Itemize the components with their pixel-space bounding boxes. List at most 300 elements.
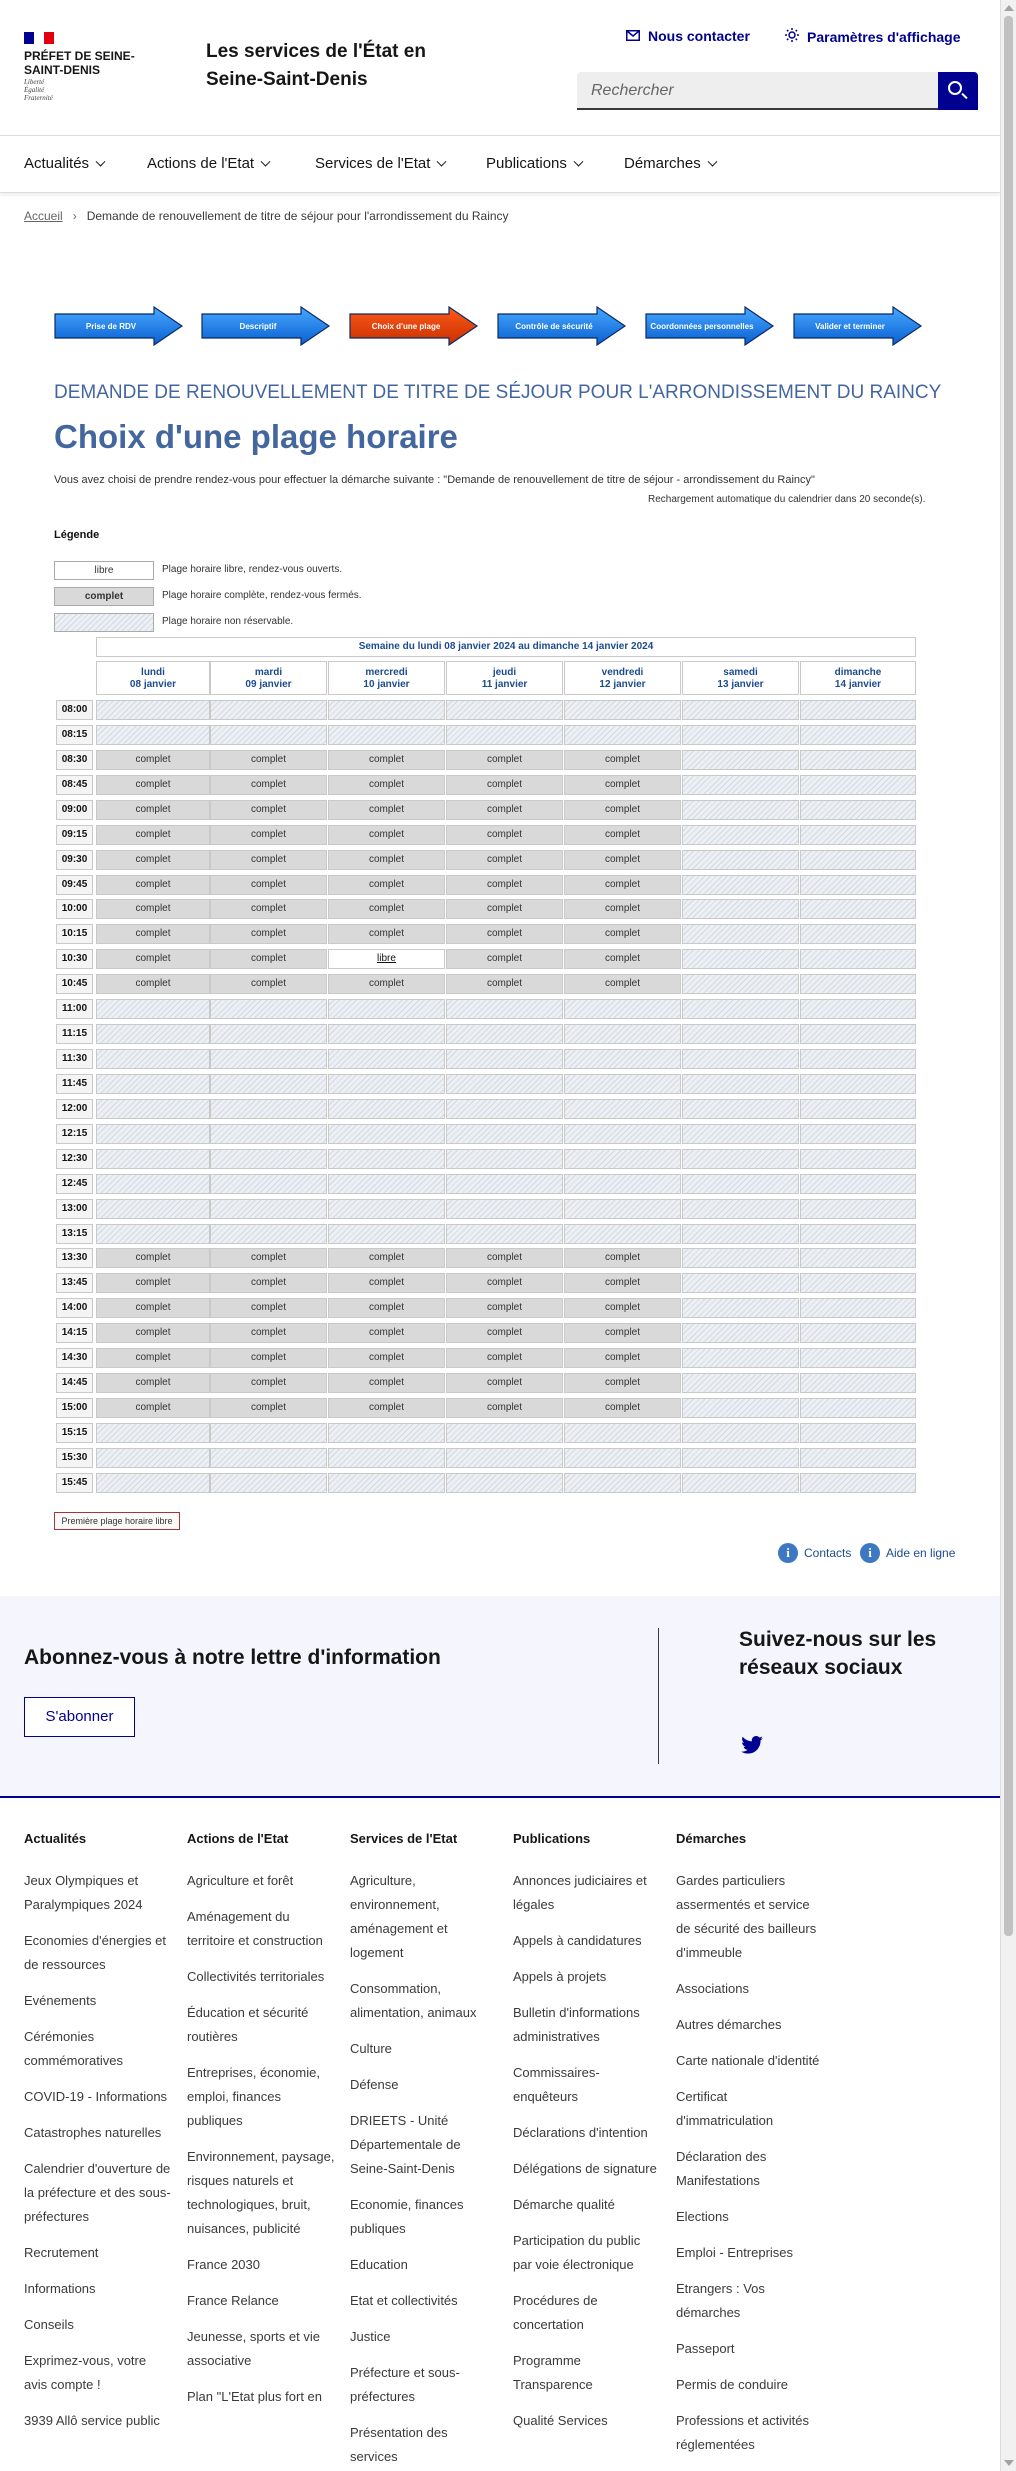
slot-complet: complet: [210, 899, 327, 919]
slot-non-reservable: [446, 1224, 563, 1244]
scroll-up-icon[interactable]: [1004, 5, 1014, 11]
nav-item-actions[interactable]: [147, 155, 269, 172]
footer-link[interactable]: Emploi - Entreprises: [676, 2245, 794, 2260]
chevron-down-icon: [96, 157, 106, 167]
footer-link[interactable]: Gardes particuliers assermentés et service de sécurité des bailleurs d'immeuble: [676, 1873, 817, 1960]
footer-link[interactable]: Conseils: [24, 2317, 74, 2332]
slot-non-reservable: [328, 1099, 445, 1119]
day-name: samedi: [723, 667, 758, 678]
contacts-label: Contacts: [804, 1546, 852, 1560]
day-date: 08 janvier: [129, 679, 177, 690]
slot-non-reservable: [682, 800, 799, 820]
day-name: mardi: [254, 667, 283, 678]
devise-line: Fraternité: [24, 94, 53, 102]
slot-non-reservable: [96, 1099, 210, 1119]
slot-non-reservable: [800, 924, 916, 944]
time-label: 10:45: [56, 974, 93, 994]
slot-non-reservable: [800, 1323, 916, 1343]
footer-link[interactable]: Jeux Olympiques et Paralympiques 2024: [24, 1873, 143, 1912]
slot-complet: complet: [96, 1298, 210, 1318]
vertical-scrollbar[interactable]: [1000, 0, 1016, 2471]
slot-complet: complet: [328, 875, 445, 895]
slot-non-reservable: [682, 1149, 799, 1169]
slot-complet: complet: [328, 1398, 445, 1418]
footer-link[interactable]: Informations: [24, 2281, 96, 2296]
slot-non-reservable: [564, 1423, 681, 1443]
slot-non-reservable: [210, 1224, 327, 1244]
time-label: 12:00: [56, 1099, 93, 1119]
footer-link[interactable]: Certificat d'immatriculation: [676, 2089, 774, 2128]
breadcrumb-current: Demande de renouvellement de titre de séjour pour l'arrondissement du Raincy: [86, 209, 509, 223]
slot-non-reservable: [446, 1448, 563, 1468]
footer-link[interactable]: Associations: [676, 1981, 749, 1996]
slot-non-reservable: [564, 1199, 681, 1219]
slot-complet: complet: [446, 1323, 563, 1343]
footer-link[interactable]: Entreprises, économie, emploi, finances publiques: [187, 2065, 320, 2128]
slot-non-reservable: [800, 1149, 916, 1169]
slot-complet: complet: [210, 1348, 327, 1368]
slot-complet: complet: [446, 974, 563, 994]
time-label: 08:30: [56, 750, 93, 770]
time-label: 13:30: [56, 1248, 93, 1268]
footer-link[interactable]: Commissaires-enquêteurs: [513, 2065, 600, 2104]
slot-non-reservable: [210, 1074, 327, 1094]
slot-non-reservable: [682, 1124, 799, 1144]
footer-link[interactable]: Permis de conduire: [676, 2377, 788, 2392]
legend-text: Plage horaire complète, rendez-vous fermés.: [162, 590, 362, 601]
scrollbar-thumb[interactable]: [1004, 16, 1013, 1936]
footer-link[interactable]: Carte nationale d'identité: [676, 2053, 820, 2068]
time-label: 11:45: [56, 1074, 93, 1094]
slot-complet: complet: [564, 1298, 681, 1318]
slot-non-reservable: [800, 1199, 916, 1219]
chevron-right-icon: ›: [72, 209, 77, 223]
footer-link[interactable]: Qualité Services: [513, 2413, 608, 2428]
footer-link[interactable]: 3939 Allô service public: [24, 2413, 160, 2428]
slot-non-reservable: [328, 1074, 445, 1094]
slot-non-reservable: [564, 1473, 681, 1493]
slot-non-reservable: [210, 1049, 327, 1069]
day-name: lundi: [141, 667, 165, 678]
footer-link[interactable]: France Relance: [187, 2293, 279, 2308]
slot-complet: complet: [96, 850, 210, 870]
slot-complet: complet: [564, 825, 681, 845]
time-label: 14:00: [56, 1298, 93, 1318]
slot-complet: complet: [210, 1323, 327, 1343]
footer-link[interactable]: Catastrophes naturelles: [24, 2125, 162, 2140]
chevron-down-icon: [573, 157, 583, 167]
footer-link[interactable]: Cérémonies commémoratives: [24, 2029, 123, 2068]
devise-line: Liberté: [24, 78, 45, 86]
slot-non-reservable: [328, 700, 445, 720]
slot-non-reservable: [96, 1423, 210, 1443]
footer-column: [513, 1827, 661, 2445]
nav-label: Actions de l'Etat: [147, 155, 255, 172]
day-date: 12 janvier: [599, 679, 646, 690]
slot-non-reservable: [800, 974, 916, 994]
contact-link[interactable]: [626, 28, 750, 44]
footer-link[interactable]: Etrangers : Vos démarches: [676, 2281, 765, 2320]
slot-complet: complet: [96, 875, 210, 895]
day-header: [328, 661, 445, 695]
day-date: 14 janvier: [834, 679, 882, 690]
footer-link[interactable]: Déclaration des Manifestations: [676, 2149, 767, 2188]
footer-column: [676, 1827, 824, 2469]
step-label: Choix d'une plage: [371, 321, 441, 331]
slot-non-reservable: [800, 1124, 916, 1144]
footer-link[interactable]: Elections: [676, 2209, 729, 2224]
time-label: 08:45: [56, 775, 93, 795]
slot-non-reservable: [96, 1124, 210, 1144]
footer-link[interactable]: Passeport: [676, 2341, 735, 2356]
slot-complet: complet: [446, 825, 563, 845]
slot-non-reservable: [96, 999, 210, 1019]
slot-non-reservable: [800, 1398, 916, 1418]
slot-complet: complet: [328, 750, 445, 770]
time-label: 10:15: [56, 924, 93, 944]
footer-link[interactable]: Agriculture et forêt: [187, 1873, 294, 1888]
slot-non-reservable: [800, 1373, 916, 1393]
marianne-flag-icon: [24, 32, 54, 44]
slot-complet: complet: [564, 974, 681, 994]
time-label: 13:15: [56, 1224, 93, 1244]
slot-non-reservable: [96, 1024, 210, 1044]
footer-column: [24, 1827, 172, 2445]
slot-non-reservable: [800, 750, 916, 770]
slot-complet: complet: [96, 1273, 210, 1293]
footer-link[interactable]: Environnement, paysage, risques naturels et technologiques, bruit, nuisances, publicité: [187, 2149, 335, 2236]
time-label: 14:30: [56, 1348, 93, 1368]
time-label: 15:45: [56, 1473, 93, 1493]
footer-link[interactable]: Education: [350, 2257, 408, 2272]
slot-complet: complet: [210, 1298, 327, 1318]
slot-non-reservable: [800, 1273, 916, 1293]
scroll-down-icon[interactable]: [1004, 2460, 1014, 2466]
step-label: Prise de RDV: [85, 321, 137, 331]
slot-non-reservable: [96, 1473, 210, 1493]
slot-complet: complet: [564, 750, 681, 770]
slot-libre[interactable]: libre: [328, 949, 445, 969]
slot-non-reservable: [328, 1423, 445, 1443]
footer-link[interactable]: Autres démarches: [676, 2017, 782, 2032]
footer-link[interactable]: Aménagement du territoire et construction: [187, 1909, 323, 1948]
slot-complet: complet: [564, 899, 681, 919]
nav-item-actualites[interactable]: [24, 155, 104, 172]
nav-label: Services de l'Etat: [315, 155, 431, 172]
display-settings-button[interactable]: [785, 28, 961, 45]
footer-link[interactable]: Exprimez-vous, votre avis compte !: [24, 2353, 147, 2392]
online-help-link[interactable]: [860, 1543, 955, 1563]
footer-link[interactable]: Démarche qualité: [513, 2197, 615, 2212]
slot-complet: complet: [328, 924, 445, 944]
slot-non-reservable: [564, 1149, 681, 1169]
slot-complet: complet: [328, 1298, 445, 1318]
prefet-label[interactable]: PRÉFET DE SEINE-SAINT-DENIS: [24, 49, 135, 77]
slot-non-reservable: [800, 800, 916, 820]
contacts-link[interactable]: [778, 1543, 851, 1563]
slot-complet: complet: [96, 1373, 210, 1393]
time-label: 11:00: [56, 999, 93, 1019]
slot-non-reservable: [682, 1323, 799, 1343]
slot-non-reservable: [800, 1174, 916, 1194]
info-icon: i: [860, 1543, 880, 1563]
slot-non-reservable: [446, 1049, 563, 1069]
first-free-slot-button[interactable]: Première plage horaire libre: [54, 1512, 180, 1530]
day-name: vendredi: [601, 667, 644, 678]
legend-box: libre: [54, 561, 154, 580]
time-label: 13:45: [56, 1273, 93, 1293]
page-title: Choix d'une plage horaire: [54, 418, 458, 455]
footer-link[interactable]: Collectivités territoriales: [187, 1969, 325, 1984]
nav-item-services[interactable]: [315, 155, 445, 172]
slot-non-reservable: [682, 1423, 799, 1443]
nav-label: Actualités: [24, 155, 90, 172]
slot-non-reservable: [210, 1149, 327, 1169]
time-label: 10:00: [56, 899, 93, 919]
time-label: 08:15: [56, 725, 93, 745]
slot-non-reservable: [682, 700, 799, 720]
slot-non-reservable: [800, 1298, 916, 1318]
footer-link[interactable]: Culture: [350, 2041, 392, 2056]
footer-link[interactable]: DRIEETS - Unité Départementale de Seine-Saint-Denis: [350, 2113, 461, 2176]
footer-link[interactable]: Participation du public par voie électronique: [513, 2233, 641, 2272]
footer-column-title: Actions de l'Etat: [187, 1831, 289, 1846]
slot-non-reservable: [564, 1224, 681, 1244]
slot-complet: complet: [210, 800, 327, 820]
footer-link[interactable]: Calendrier d'ouverture de la préfecture et des sous-préfectures: [24, 2161, 171, 2224]
step-label: Descriptif: [239, 321, 277, 331]
footer-link[interactable]: Préfecture et sous-préfectures: [350, 2365, 460, 2404]
twitter-icon[interactable]: [741, 1736, 763, 1754]
footer-link[interactable]: Appels à candidatures: [513, 1933, 642, 1948]
slot-non-reservable: [564, 1099, 681, 1119]
slot-complet: complet: [446, 750, 563, 770]
day-date: 10 janvier: [363, 679, 410, 690]
time-label: 09:00: [56, 800, 93, 820]
slot-complet: complet: [564, 1348, 681, 1368]
footer-column-title: Services de l'Etat: [350, 1831, 458, 1846]
slot-non-reservable: [328, 1149, 445, 1169]
time-label: 14:45: [56, 1373, 93, 1393]
footer-link[interactable]: Evénements: [24, 1993, 97, 2008]
slot-complet: complet: [96, 775, 210, 795]
slot-complet: complet: [564, 949, 681, 969]
slot-non-reservable: [682, 974, 799, 994]
slot-complet: complet: [210, 974, 327, 994]
search-placeholder: Rechercher: [591, 82, 674, 99]
slot-non-reservable: [210, 1448, 327, 1468]
slot-non-reservable: [682, 1298, 799, 1318]
demarche-title: DEMANDE DE RENOUVELLEMENT DE TITRE DE SÉJOUR POUR L'ARRONDISSEMENT DU RAINCY: [54, 382, 942, 403]
site-title[interactable]: Les services de l'État en Seine-Saint-Denis: [206, 41, 426, 90]
slot-complet: complet: [564, 775, 681, 795]
day-header: [564, 661, 681, 695]
slot-complet: complet: [328, 775, 445, 795]
slot-complet: complet: [564, 1273, 681, 1293]
footer-link[interactable]: Défense: [350, 2077, 399, 2092]
slot-complet: complet: [564, 1373, 681, 1393]
reload-countdown: Rechargement automatique du calendrier dans 20 seconde(s).: [648, 494, 926, 505]
slot-complet: complet: [446, 1373, 563, 1393]
slot-non-reservable: [446, 700, 563, 720]
slot-non-reservable: [446, 1024, 563, 1044]
slot-non-reservable: [446, 1149, 563, 1169]
footer-link[interactable]: Agriculture, environnement, aménagement et logement: [350, 1873, 448, 1960]
divider: [658, 1628, 659, 1764]
footer-link[interactable]: Justice: [350, 2329, 391, 2344]
footer-link[interactable]: France 2030: [187, 2257, 260, 2272]
day-name: jeudi: [492, 667, 517, 678]
slot-non-reservable: [682, 949, 799, 969]
slot-complet: complet: [564, 1323, 681, 1343]
slot-complet: complet: [210, 1273, 327, 1293]
mail-icon: [626, 28, 640, 44]
day-date: 09 janvier: [245, 679, 292, 690]
step-label: Contrôle de sécurité: [515, 321, 593, 331]
slot-non-reservable: [210, 1099, 327, 1119]
footer-column-title: Démarches: [676, 1831, 747, 1846]
slot-non-reservable: [564, 1448, 681, 1468]
footer-link[interactable]: Economie, finances publiques: [350, 2197, 464, 2236]
slot-non-reservable: [446, 1074, 563, 1094]
slot-non-reservable: [800, 725, 916, 745]
follow-section: [0, 1596, 1000, 1796]
slot-complet: complet: [328, 1323, 445, 1343]
slot-non-reservable: [682, 1398, 799, 1418]
slot-non-reservable: [96, 1199, 210, 1219]
slot-complet: complet: [210, 850, 327, 870]
subscribe-button[interactable]: S'abonner: [24, 1697, 135, 1737]
day-header: [210, 661, 327, 695]
time-label: 15:15: [56, 1423, 93, 1443]
footer-link[interactable]: COVID-19 - Informations: [24, 2089, 168, 2104]
breadcrumb: [24, 209, 509, 223]
nav-label: Démarches: [624, 155, 701, 172]
step-label: Valider et terminer: [815, 321, 885, 331]
slot-complet: complet: [96, 800, 210, 820]
contact-label: Nous contacter: [648, 28, 750, 44]
time-label: 13:00: [56, 1199, 93, 1219]
footer-link[interactable]: Jeunesse, sports et vie associative: [187, 2329, 320, 2368]
time-label: 11:15: [56, 1024, 93, 1044]
intro-text: Vous avez choisi de prendre rendez-vous pour effectuer la démarche suivante : "Demande de renouvellement de titre de séjour - arrondissement du Raincy": [54, 474, 815, 486]
footer-link[interactable]: Etat et collectivités: [350, 2293, 458, 2308]
footer-link[interactable]: Annonces judiciaires et légales: [513, 1873, 647, 1912]
slot-complet: complet: [210, 825, 327, 845]
footer-link[interactable]: Déclarations d'intention: [513, 2125, 648, 2140]
nav-item-publications[interactable]: [486, 155, 582, 172]
slot-complet: complet: [446, 1398, 563, 1418]
footer-link[interactable]: Appels à projets: [513, 1969, 607, 1984]
slot-complet: complet: [96, 924, 210, 944]
time-label: 15:00: [56, 1398, 93, 1418]
main-nav: [0, 137, 1000, 193]
footer-link[interactable]: Recrutement: [24, 2245, 99, 2260]
slot-complet: complet: [328, 1248, 445, 1268]
footer-link[interactable]: Consommation, alimentation, animaux: [350, 1981, 477, 2020]
slot-non-reservable: [564, 1049, 681, 1069]
footer-link[interactable]: Programme Transparence: [513, 2353, 593, 2392]
footer-column: [350, 1827, 498, 2471]
footer-link[interactable]: Plan "L'Etat plus fort en: [187, 2389, 323, 2404]
legend-text: Plage horaire libre, rendez-vous ouverts.: [162, 564, 343, 575]
time-label: 15:30: [56, 1448, 93, 1468]
display-settings-label: Paramètres d'affichage: [807, 29, 961, 45]
footer-link[interactable]: Procédures de concertation: [513, 2293, 598, 2332]
slot-non-reservable: [446, 1199, 563, 1219]
slot-non-reservable: [682, 775, 799, 795]
slot-complet: complet: [446, 1348, 563, 1368]
slot-non-reservable: [682, 875, 799, 895]
slot-non-reservable: [682, 899, 799, 919]
slot-complet: complet: [96, 949, 210, 969]
slot-complet: complet: [210, 875, 327, 895]
slot-non-reservable: [682, 825, 799, 845]
nav-item-demarches[interactable]: [624, 155, 716, 172]
footer-link[interactable]: Bulletin d'informations administratives: [513, 2005, 640, 2044]
slot-non-reservable: [328, 1124, 445, 1144]
time-label: 12:15: [56, 1124, 93, 1144]
slot-non-reservable: [446, 1174, 563, 1194]
slot-non-reservable: [328, 1024, 445, 1044]
slot-complet: complet: [564, 1398, 681, 1418]
slot-complet: complet: [446, 1248, 563, 1268]
footer-link[interactable]: Éducation et sécurité routières: [187, 2005, 309, 2044]
slot-non-reservable: [682, 750, 799, 770]
slot-non-reservable: [564, 700, 681, 720]
legend-title: Légende: [54, 529, 100, 541]
slot-non-reservable: [328, 1224, 445, 1244]
slot-non-reservable: [682, 1348, 799, 1368]
day-name: mercredi: [365, 667, 408, 678]
slot-non-reservable: [446, 725, 563, 745]
slot-complet: complet: [210, 1248, 327, 1268]
slot-complet: complet: [96, 750, 210, 770]
footer-link[interactable]: Economies d'énergies et de ressources: [24, 1933, 166, 1972]
slot-complet: complet: [210, 750, 327, 770]
search-input[interactable]: [577, 72, 938, 110]
footer-link[interactable]: Présentation des services: [350, 2425, 448, 2464]
footer-link[interactable]: Délégations de signature: [513, 2161, 657, 2176]
slot-complet: complet: [328, 1348, 445, 1368]
breadcrumb-home-link[interactable]: Accueil: [24, 209, 63, 223]
slot-non-reservable: [96, 1448, 210, 1468]
calendar-week-label: Semaine du lundi 08 janvier 2024 au dimanche 14 janvier 2024: [96, 637, 916, 657]
slot-non-reservable: [446, 1473, 563, 1493]
time-label: 11:30: [56, 1049, 93, 1069]
slot-non-reservable: [800, 1099, 916, 1119]
slot-complet: complet: [96, 825, 210, 845]
slot-non-reservable: [682, 1248, 799, 1268]
slot-non-reservable: [682, 999, 799, 1019]
slot-complet: complet: [96, 974, 210, 994]
slot-non-reservable: [210, 1124, 327, 1144]
slot-complet: complet: [564, 850, 681, 870]
footer-link[interactable]: Professions et activités réglementées: [676, 2413, 809, 2452]
site-header: [0, 0, 1000, 136]
search-button[interactable]: [938, 72, 978, 110]
search-icon: [948, 81, 962, 95]
slot-non-reservable: [96, 1224, 210, 1244]
slot-non-reservable: [328, 725, 445, 745]
slot-non-reservable: [328, 999, 445, 1019]
day-header: [446, 661, 563, 695]
slot-complet: complet: [328, 850, 445, 870]
slot-non-reservable: [564, 1174, 681, 1194]
slot-non-reservable: [96, 1149, 210, 1169]
slot-complet: complet: [446, 800, 563, 820]
slot-non-reservable: [682, 1174, 799, 1194]
